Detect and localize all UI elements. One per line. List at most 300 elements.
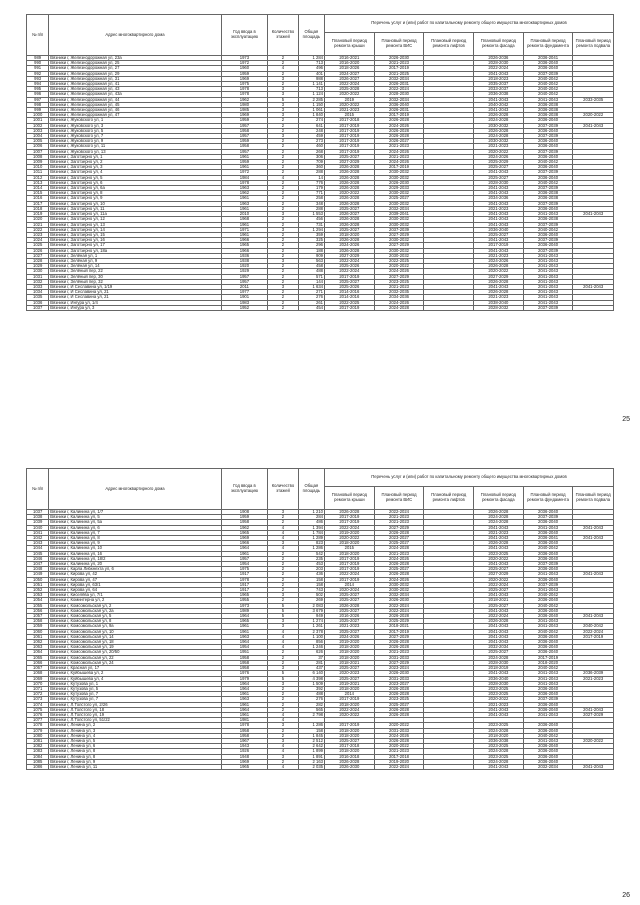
cell-year-built: 1964 [221,681,268,686]
cell-row-number: 1031 [27,274,49,279]
cell-roof-period: 2017-2019 [325,274,375,279]
cell-roof-period: 2017-2019 [325,515,375,520]
cell-row-number: 1007 [27,149,49,154]
cell-facade-period: 2041-2043 [474,201,524,206]
cell-total-area: 1 261 [298,624,324,629]
cell-year-built: 1961 [221,702,268,707]
cell-floors: 3 [268,593,298,598]
page-number: 26 [622,892,630,899]
cell-vis-period: 2025-2027 [374,702,424,707]
header-year: Год ввода в эксплуатацию [221,469,268,510]
cell-roof-period: 2017-2019 [325,149,375,154]
cell-total-area: 188 [298,248,324,253]
cell-vis-period: 2024-2026 [374,160,424,165]
cell-floors: 2 [268,650,298,655]
cell-floors: 2 [268,269,298,274]
cell-year-built: 1964 [221,640,268,645]
cell-floors: 2 [268,733,298,738]
cell-total-area: 1 634 [298,284,324,289]
cell-floors: 4 [268,645,298,650]
cell-address: Вязники г, Заготзерно ул, 11 [49,206,221,211]
cell-foundation-period: 2036-2040 [523,728,573,733]
cell-foundation-period: 2036-2040 [523,530,573,535]
cell-total-area: 1 100 [298,634,324,639]
cell-roof-period: 2026-2028 [325,759,375,764]
cell-total-area: 2 163 [298,759,324,764]
cell-roof-period: 2020-2024 [325,588,375,593]
cell-floors: 3 [268,212,298,217]
cell-address: Вязники г, Карла Либкнехта ул, 6 [49,567,221,572]
cell-total-area: 269 [298,598,324,603]
cell-year-built: 1984 [221,175,268,180]
cell-facade-period: 2017-2019 [474,243,524,248]
cell-address: Вязники г, Л.Толстого ул, 2/26 [49,702,221,707]
cell-facade-period: 2041-2043 [474,170,524,175]
cell-vis-period: 2022-2024 [374,510,424,515]
cell-total-area: 488 [298,692,324,697]
cell-total-area: 626 [298,650,324,655]
cell-roof-period: 2020-2022 [325,712,375,717]
cell-vis-period: 2026-2028 [374,134,424,139]
cell-facade-period: 2025-2027 [474,603,524,608]
cell-facade-period: 2024-2028 [474,749,524,754]
cell-row-number: 1017 [27,201,49,206]
cell-vis-period: 2026-2028 [374,530,424,535]
cell-total-area: 14 [298,175,324,180]
cell-total-area: 496 [298,66,324,71]
cell-row-number: 1013 [27,180,49,185]
cell-vis-period: 2027-2029 [374,525,424,530]
cell-roof-period: 2017-2019 [325,128,375,133]
cell-row-number: 994 [27,82,49,87]
cell-facade-period: 2041-2043 [474,222,524,227]
cell-row-number: 1034 [27,290,49,295]
cell-floors: 2 [268,515,298,520]
cell-total-area: 565 [298,707,324,712]
table-body-2 [27,510,614,770]
cell-total-area: 460 [298,144,324,149]
cell-row-number: 1071 [27,686,49,691]
cell-roof-period: 2026-2028 [325,180,375,185]
cell-total-area: 713 [298,61,324,66]
cell-address: Вязники г, Комсомольская ул, 22 [49,655,221,660]
cell-roof-period: 2024-2026 [325,243,375,248]
cell-basement-period: 2033-2035 [573,97,614,102]
cell-floors: 4 [268,536,298,541]
cell-foundation-period: 2040-2042 [523,629,573,634]
cell-address: Вязники г, Калинина ул, 7 [49,530,221,535]
cell-address: Вязники г, Зелёный пер, 22 [49,269,221,274]
header-area: Общая площадь [298,469,324,510]
cell-basement-period: 2041-2043 [573,123,614,128]
cell-year-built: 1964 [221,546,268,551]
cell-facade-period: 2023-2025 [474,754,524,759]
cell-floors: 4 [268,634,298,639]
cell-roof-period: 2025-2027 [325,598,375,603]
cell-roof-period: 2020-2022 [325,191,375,196]
cell-roof-period: 2016-2026 [325,614,375,619]
cell-total-area: 2 798 [298,712,324,717]
cell-total-area: 306 [298,154,324,159]
cell-facade-period: 2023-2025 [474,723,524,728]
cell-roof-period: 2018-2020 [325,645,375,650]
cell-facade-period: 2023-2025 [474,744,524,749]
cell-facade-period: 2041-2043 [474,562,524,567]
cell-foundation-period: 2037-2039 [523,697,573,702]
header-facade: Плановый период ремонта фасада [474,33,524,56]
header-group: Перечень услуг и (или) работ по капитальному ремонту общего имущества многоквартирных домов [325,15,614,33]
cell-row-number: 1042 [27,536,49,541]
cell-vis-period: 2017-2019 [374,113,424,118]
cell-foundation-period: 2037-2039 [523,222,573,227]
cell-vis-period: 2024-2026 [374,149,424,154]
cell-row-number: 1008 [27,154,49,159]
cell-floors: 2 [268,186,298,191]
cell-roof-period: 2022-2024 [325,525,375,530]
cell-row-number: 1023 [27,232,49,237]
cell-floors: 2 [268,556,298,561]
cell-facade-period: 2025-2027 [474,567,524,572]
cell-foundation-period: 2036-2040 [523,128,573,133]
cell-facade-period: 2024-2026 [474,154,524,159]
cell-address: Вязники г, Ленина ул, 6 [49,744,221,749]
cell-vis-period: 2026-2028 [374,572,424,577]
cell-total-area: 144 [298,279,324,284]
cell-foundation-period: 2036-2040 [523,165,573,170]
cell-total-area: 1 284 [298,56,324,61]
cell-vis-period: 2034-2036 [374,295,424,300]
cell-basement-period: 2020-2022 [573,738,614,743]
cell-row-number: 1064 [27,650,49,655]
header-year: Год ввода в эксплуатацию [221,15,268,56]
cell-floors: 2 [268,61,298,66]
cell-total-area: 731 [298,222,324,227]
cell-total-area: 235 [298,556,324,561]
cell-total-area: 158 [298,577,324,582]
cell-year-built: 1943 [221,744,268,749]
cell-vis-period: 2024-2028 [374,546,424,551]
cell-address: Вязники г, Зелёный пер, 30 [49,274,221,279]
cell-vis-period: 2030-2032 [374,588,424,593]
cell-year-built: 2010 [221,212,268,217]
cell-total-area: 856 [298,640,324,645]
cell-year-built: 1961 [221,551,268,556]
cell-total-area: 348 [298,201,324,206]
cell-foundation-period: 2036-2040 [523,608,573,613]
cell-year-built: 1959 [221,71,268,76]
cell-address: Вязники г, Железнодорожная ул, 43а [49,92,221,97]
cell-roof-period: 2026-2028 [325,175,375,180]
cell-facade-period: 2036-2038 [474,738,524,743]
cell-foundation-period: 2041-2043 [523,619,573,624]
cell-facade-period: 2028-2030 [474,681,524,686]
cell-address: Вязники г, Калинина ул, 18/2 [49,556,221,561]
cell-foundation-period: 2018-2020 [523,660,573,665]
cell-year-built: 1961 [221,624,268,629]
cell-floors: 2 [268,295,298,300]
cell-row-number: 1060 [27,629,49,634]
cell-total-area: 1 061 [298,108,324,113]
cell-floors: 3 [268,227,298,232]
cell-floors: 5 [268,97,298,102]
cell-roof-period: 2026-2028 [325,222,375,227]
cell-facade-period: 2028-2030 [474,61,524,66]
cell-total-area: 1 891 [298,754,324,759]
cell-vis-period: 2030-2032 [374,248,424,253]
cell-floors: 5 [268,608,298,613]
cell-year-built: 1964 [221,614,268,619]
cell-year-built: 1963 [221,186,268,191]
cell-address: Вязники г, Л.Толстого ул, 51/22 [49,718,221,723]
cell-address: Вязники г, Комсомольская ул, 18 [49,640,221,645]
cell-year-built: 1962 [221,191,268,196]
cell-foundation-period: 2037-2039 [523,248,573,253]
cell-address: Вязники г, Заготзерно ул, 4 [49,170,221,175]
cell-total-area: 1 289 [298,536,324,541]
cell-roof-period: 2018-2020 [325,686,375,691]
cell-facade-period: 2025-2027 [474,588,524,593]
cell-year-built: 1969 [221,76,268,81]
cell-roof-period: 2020-2022 [325,102,375,107]
cell-total-area: 282 [298,702,324,707]
cell-roof-period: 2016-2018 [325,754,375,759]
cell-vis-period: 2026-2031 [374,108,424,113]
cell-vis-period: 2037-2039 [374,227,424,232]
cell-facade-period: 2018-2020 [474,733,524,738]
cell-basement-period: 2022-2024 [573,629,614,634]
cell-roof-period: 2015 [325,113,375,118]
cell-total-area: 776 [298,180,324,185]
cell-facade-period: 2025-2027 [474,165,524,170]
cell-address: Вязники г, Железнодорожная ул, 43 [49,87,221,92]
cell-facade-period: 2030-2032 [474,123,524,128]
cell-facade-period: 2041-2043 [474,71,524,76]
cell-total-area: 288 [298,170,324,175]
header-lifts: Плановый период ремонта лифтов [424,33,474,56]
cell-floors: 2 [268,123,298,128]
cell-year-built: 1908 [221,510,268,515]
cell-roof-period: 2017-2019 [325,697,375,702]
cell-facade-period: 2041-2043 [474,238,524,243]
cell-row-number: 1025 [27,243,49,248]
cell-foundation-period: 2041-2043 [523,681,573,686]
cell-foundation-period: 2037-2039 [523,582,573,587]
cell-row-number: 1033 [27,284,49,289]
cell-roof-period: 2017-2019 [325,567,375,572]
cell-facade-period: 2041-2043 [474,712,524,717]
cell-foundation-period: 2041-2043 [523,258,573,263]
cell-address: Вязники г, Калинина ул, 16 [49,551,221,556]
cell-vis-period: 2023-2027 [374,536,424,541]
cell-roof-period: 2025-2027 [325,154,375,159]
cell-row-number: 1048 [27,567,49,572]
cell-year-built: 1958 [221,660,268,665]
cell-year-built: 1972 [221,170,268,175]
cell-total-area: 1 150 [298,102,324,107]
cell-year-built: 1962 [221,97,268,102]
cell-facade-period: 2024-2028 [474,520,524,525]
cell-floors: 3 [268,92,298,97]
cell-address: Вязники г, Заготзерно ул, 13 [49,222,221,227]
cell-address: Вязники г, Зелёная ул, 9 [49,258,221,263]
cell-row-number: 1080 [27,733,49,738]
cell-floors: 2 [268,588,298,593]
cell-vis-period: 2021-2023 [374,515,424,520]
cell-vis-period: 2027-2029 [374,660,424,665]
cell-facade-period: 2024-2028 [474,759,524,764]
cell-year-built: 1973 [221,603,268,608]
cell-vis-period: 2030-2032 [374,217,424,222]
cell-floors: 3 [268,666,298,671]
cell-address: Вязники г, Комсомольская ул, 2 [49,603,221,608]
cell-lift-period [424,305,474,310]
cell-foundation-period: 2036-2040 [523,541,573,546]
cell-address: Вязники г, Железнодорожная ул, 44 [49,97,221,102]
cell-foundation-period: 2040-2042 [523,180,573,185]
cell-roof-period: 2026-2028 [325,238,375,243]
cell-foundation-period: 2036-2040 [523,744,573,749]
cell-facade-period: 2041-2043 [474,284,524,289]
cell-total-area: 4 398 [298,676,324,681]
cell-year-built: 2011 [221,284,268,289]
cell-floors: 3 [268,723,298,728]
cell-facade-period: 2024-2028 [474,118,524,123]
header-facade: Плановый период ремонта фасада [474,487,524,510]
cell-address: Вязники г, Кутузова ул, 5 [49,686,221,691]
cell-address: Вязники г, Железнодорожная ул, 23а [49,56,221,61]
cell-row-number: 1003 [27,128,49,133]
cell-address: Вязники г, И Сеславина ул, 1/19 [49,284,221,289]
cell-floors: 2 [268,697,298,702]
cell-floors: 4 [268,530,298,535]
cell-vis-period: 2029-2033 [374,186,424,191]
cell-total-area: 1 286 [298,546,324,551]
cell-basement-period: 2041-2043 [573,614,614,619]
cell-vis-period: 2039-2041 [374,212,424,217]
cell-foundation-period: 2041-2043 [523,212,573,217]
cell-roof-period: 2021-2023 [325,624,375,629]
cell-year-built: 1958 [221,728,268,733]
cell-floors: 2 [268,582,298,587]
cell-year-built: 1957 [221,134,268,139]
cell-vis-period: 2030-2032 [374,201,424,206]
cell-foundation-period: 2036-2040 [523,243,573,248]
cell-row-number: 1081 [27,738,49,743]
cell-foundation-period: 2036-2038 [523,102,573,107]
cell-year-built: 1978 [221,180,268,185]
cell-facade-period: 2028-2030 [474,180,524,185]
cell-year-built: 1917 [221,572,268,577]
cell-address: Вязники г, Железнодорожная ул, 31 [49,76,221,81]
cell-foundation-period: 2041-2043 [523,712,573,717]
cell-foundation-period: 2036-2040 [523,707,573,712]
cell-floors: 2 [268,128,298,133]
cell-year-built: 1962 [221,525,268,530]
cell-total-area: 713 [298,87,324,92]
cell-address: Вязники г, И Сеславина ул, 21 [49,290,221,295]
cell-row-number: 1077 [27,718,49,723]
cell-vis-period: 2026-2028 [374,645,424,650]
cell-year-built: 1975 [221,82,268,87]
cell-year-built: 1958 [221,144,268,149]
cell-facade-period: 2021-2023 [474,253,524,258]
cell-roof-period: 2016-2021 [325,56,375,61]
cell-total-area: 2 378 [298,629,324,634]
cell-floors: 4 [268,718,298,723]
cell-floors: 2 [268,206,298,211]
cell-foundation-period: 2041-2043 [523,269,573,274]
cell-basement-period: 2041-2043 [573,525,614,530]
cell-roof-period: 2017-2019 [325,134,375,139]
cell-basement-period: 2041-2043 [573,536,614,541]
cell-year-built: 1958 [221,128,268,133]
cell-address: Вязники г, Комсомольская ул, 9а [49,624,221,629]
cell-foundation-period: 2037-2039 [523,238,573,243]
cell-roof-period: 2015 [325,546,375,551]
cell-floors: 3 [268,108,298,113]
cell-vis-period: 2026-2030 [374,598,424,603]
cell-total-area: 401 [298,71,324,76]
cell-facade-period: 2041-2043 [474,191,524,196]
cell-vis-period: 2026-2030 [374,671,424,676]
cell-year-built: 1936 [221,253,268,258]
cell-vis-period: 2021-2023 [374,551,424,556]
header-num: № п/п [27,469,49,510]
cell-basement-period: 2036-2039 [573,671,614,676]
cell-year-built: 1964 [221,707,268,712]
repair-schedule-table-2 [26,468,614,770]
cell-foundation-period: 2037-2039 [523,134,573,139]
cell-facade-period: 2026-2028 [474,113,524,118]
cell-facade-period: 2021-2023 [474,295,524,300]
cell-vis-period: 2032-2035 [374,290,424,295]
cell-vis-period: 2019-2020 [374,759,424,764]
cell-floors: 2 [268,728,298,733]
cell-year-built: 1959 [221,160,268,165]
cell-address: Вязники г, Ленина ул, 8 [49,754,221,759]
cell-floors: 4 [268,66,298,71]
document-page-1 [0,0,640,430]
cell-total-area: 2 083 [298,603,324,608]
cell-address: Вязники г, Заготзерно ул, 15 [49,232,221,237]
cell-year-built: 1967 [221,738,268,743]
cell-vis-period: 2022-2024 [374,603,424,608]
cell-floors: 3 [268,754,298,759]
cell-vis-period: 2022-2024 [374,608,424,613]
cell-foundation-period: 2036-2040 [523,567,573,572]
cell-total-area: 743 [298,588,324,593]
cell-floors: 2 [268,196,298,201]
cell-row-number: 1075 [27,707,49,712]
cell-facade-period: 2020-2022 [474,577,524,582]
cell-facade-period: 2041-2043 [474,217,524,222]
cell-roof-period: 2026-2027 [325,76,375,81]
cell-address: Вязники г, Заготзерно ул, 6 [49,180,221,185]
cell-row-number: 1076 [27,712,49,717]
cell-address: Вязники г, Калинина ул, 6 [49,525,221,530]
cell-foundation-period: 2036-2040 [523,754,573,759]
cell-vis-period: 2032-2034 [374,593,424,598]
cell-facade-period: 2041-2043 [474,108,524,113]
cell-basement-period: 2040-2042 [573,624,614,629]
cell-facade-period: 2023-2025 [474,551,524,556]
header-vis: Плановый период ремонта ВИС [374,487,424,510]
cell-address: Вязники г, Заготзерно ул, 14 [49,227,221,232]
cell-vis-period: 2025-2027 [374,196,424,201]
cell-vis-period: 2026-2028 [374,707,424,712]
cell-floors: 3 [268,624,298,629]
cell-roof-period: 2014-2016 [325,295,375,300]
